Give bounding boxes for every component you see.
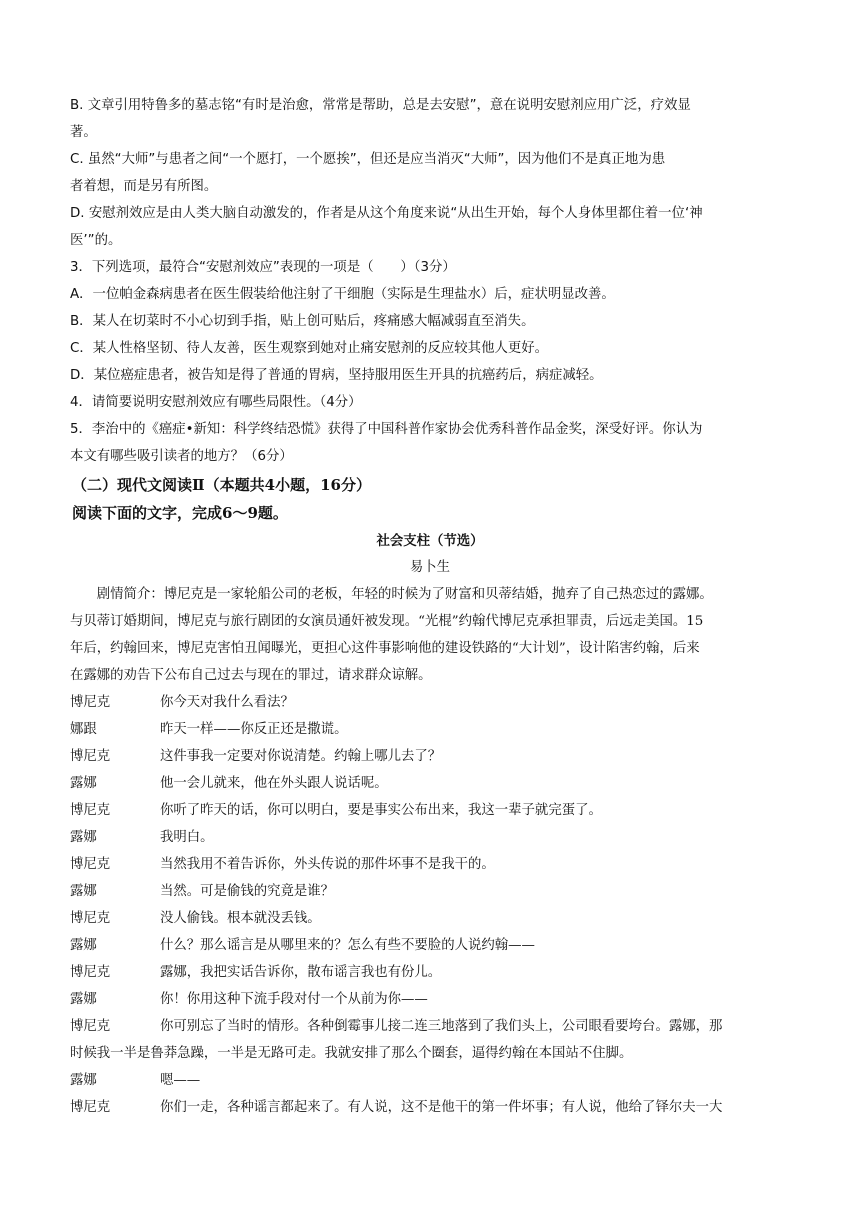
speaker-name: 露娜 (70, 992, 97, 1007)
speaker-name: 露娜 (70, 938, 97, 953)
dialogue-line: 我明白。 (160, 830, 214, 845)
speaker-name: 露娜 (70, 1073, 97, 1088)
speaker-name: 博尼克 (70, 1019, 111, 1034)
speaker-name: 博尼克 (70, 1100, 111, 1115)
speaker-name: 博尼克 (70, 803, 111, 818)
dialogue-line: 你们一走，各种谣言都起来了。有人说，这不是他干的第一件坏事；有人说，他给了铎尔夫一大 (160, 1100, 723, 1115)
question-3-option-d: D．某位癌症患者，被告知是得了普通的胃病，坚持服用医生开具的抗癌药后，病症减轻。 (70, 368, 603, 383)
option-d-line1: D. 安慰剂效应是由人类大脑自动激发的，作者是从这个角度来说“从出生开始，每个人身体里都住着一位‘神 (70, 206, 703, 221)
section-instruction: 阅读下面的文字，完成6～9题。 (72, 504, 288, 522)
speaker-name: 娜跟 (70, 722, 97, 737)
dialogue-line: 嗯—— (160, 1073, 201, 1088)
synopsis-line: 在露娜的劝告下公布自己过去与现在的罪过，请求群众谅解。 (70, 668, 432, 683)
dialogue-line: 没人偷钱。根本就没丢钱。 (160, 911, 321, 926)
option-c-line1: C. 虽然“大师”与患者之间“一个愿打，一个愿挨”，但还是应当消灭“大师”，因为他们不是真正地为患 (70, 152, 666, 167)
question-3-option-a: A．一位帕金森病患者在医生假装给他注射了干细胞（实际是生理盐水）后，症状明显改善。 (70, 287, 615, 302)
dialogue-line: 露娜，我把实话告诉你，散布谣言我也有份儿。 (160, 965, 442, 980)
option-c-line2: 者着想，而是另有所图。 (70, 179, 218, 194)
dialogue-line: 你可别忘了当时的情形。各种倒霉事儿接二连三地落到了我们头上，公司眼看要垮台。露娜，那 (160, 1019, 723, 1034)
dialogue-line: 你今天对我什么看法？ (160, 695, 294, 710)
speaker-name: 博尼克 (70, 857, 111, 872)
passage-title: 社会支柱（节选） (376, 533, 484, 549)
question-3-stem: 3．下列选项，最符合“安慰剂效应”表现的一项是（ ）（3分） (70, 260, 456, 275)
dialogue-line: 你！你用这种下流手段对付一个从前为你—— (160, 992, 428, 1007)
synopsis-line: 年后，约翰回来，博尼克害怕丑闻曝光，更担心这件事影响他的建设铁路的“大计划”，设计陷害约翰，后来 (70, 641, 700, 656)
option-b-line1: B. 文章引用特鲁多的墓志铭“有时是治愈，常常是帮助，总是去安慰”，意在说明安慰剂应用广泛，疗效显 (70, 98, 691, 113)
question-5-line1: 5．李治中的《癌症•新知：科学终结恐慌》获得了中国科普作家协会优秀科普作品金奖，深受好评。你认为 (70, 422, 703, 437)
dialogue-line: 他一会儿就来，他在外头跟人说话呢。 (160, 776, 388, 791)
option-b-line2: 著。 (70, 125, 97, 140)
dialogue-line-continued: 时候我一半是鲁莽急躁，一半是无路可走。我就安排了那么个圈套，逼得约翰在本国站不住脚。 (70, 1046, 633, 1061)
dialogue-line: 什么？那么谣言是从哪里来的？怎么有些不要脸的人说约翰—— (160, 938, 535, 953)
dialogue-line: 当然我用不着告诉你，外头传说的那件坏事不是我干的。 (160, 857, 495, 872)
speaker-name: 露娜 (70, 884, 97, 899)
question-3-option-b: B．某人在切菜时不小心切到手指，贴上创可贴后，疼痛感大幅减弱直至消失。 (70, 314, 535, 329)
synopsis-line: 剧情简介：博尼克是一家轮船公司的老板，年轻的时候为了财富和贝蒂结婚，抛弃了自己热恋过的露娜。 (70, 587, 713, 602)
speaker-name: 博尼克 (70, 695, 111, 710)
question-5-line2: 本文有哪些吸引读者的地方？（6分） (70, 449, 293, 464)
section-heading: （二）现代文阅读Ⅱ（本题共4小题，16分） (72, 476, 371, 494)
dialogue-line: 当然。可是偷钱的究竟是谁？ (160, 884, 335, 899)
dialogue-line: 昨天一样——你反正还是撒谎。 (160, 722, 348, 737)
synopsis-line: 与贝蒂订婚期间，博尼克与旅行剧团的女演员通奸被发现。“光棍”约翰代博尼克承担罪责，后远走美国。15 (70, 614, 704, 629)
question-3-option-c: C．某人性格坚韧、待人友善，医生观察到她对止痛安慰剂的反应较其他人更好。 (70, 341, 549, 356)
speaker-name: 露娜 (70, 776, 97, 791)
dialogue-line: 这件事我一定要对你说清楚。约翰上哪儿去了？ (160, 749, 442, 764)
speaker-name: 博尼克 (70, 749, 111, 764)
option-d-line2: 医’”的。 (70, 233, 122, 248)
passage-author: 易卜生 (409, 560, 451, 575)
speaker-name: 博尼克 (70, 965, 111, 980)
speaker-name: 博尼克 (70, 911, 111, 926)
speaker-name: 露娜 (70, 830, 97, 845)
question-4: 4．请简要说明安慰剂效应有哪些局限性。（4分） (70, 395, 362, 410)
dialogue-line: 你听了昨天的话，你可以明白，要是事实公布出来，我这一辈子就完蛋了。 (160, 803, 602, 818)
